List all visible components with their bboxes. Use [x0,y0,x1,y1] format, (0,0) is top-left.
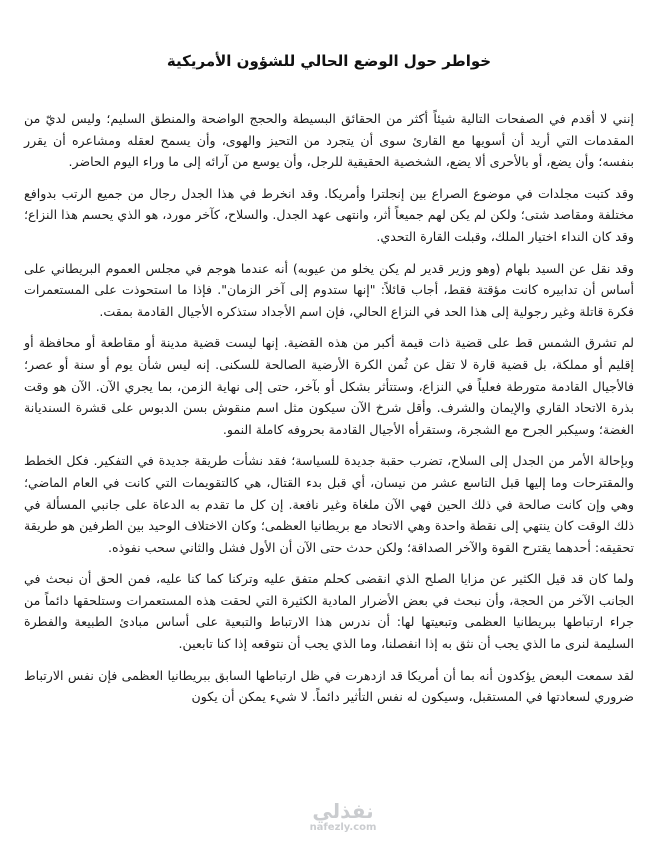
paragraph: وقد نقل عن السيد بلهام (وهو وزير قدير لم يكن يخلو من عيوبه) أنه عندما هوجم في مجلس العموم البريطاني على أساس أن تدابيره كانت مؤقتة فقط، أجاب قائلاً: "إنها ستدوم إلى آخر الزمان". فإذا ما استحوذت على المستعمرات فكرة قاتلة وغير رجولية إلى هذا الحد في النزاع الحالي، فإن اسم الأجداد ستذكره الأجيال القادمة بمقت. [24,260,634,319]
paragraph: إنني لا أقدم في الصفحات التالية شيئاً أكثر من الحقائق البسيطة والحجج الواضحة والمنطق السليم؛ وليس لديّ من المقدمات التي أريد أن أسويها مع القارئ سوى أن يتجرد من التحيز والهوى، وأن يسمح لعقله ومشاعره أن يقرر بنفسه؛ وأن يضع، أو بالأحرى ألا يضع، الشخصية الحقيقية للرجل، وأن يوسع من آرائه إلى ما وراء اليوم الحاضر. [24,111,634,170]
paragraph: لقد سمعت البعض يؤكدون أنه بما أن أمريكا قد ازدهرت في ظل ارتباطها السابق ببريطانيا العظمى فإن نفس الارتباط ضروري لسعادتها في المستقبل، وسيكون له نفس التأثير دائماً. لا شيء يمكن أن يكون [24,667,634,705]
paragraph: وبإحالة الأمر من الجدل إلى السلاح، تضرب حقبة جديدة للسياسة؛ فقد نشأت طريقة جديدة في التفكير. فكل الخطط والمقترحات وما إليها قبل التاسع عشر من نيسان، أي قبل بدء القتال، هي كالتقويمات التي كانت في العام الماضي؛ وهي وإن كانت صالحة في ذلك الحين فهي الآن ملغاة وغير نافعة. إن كل ما تقدم به الدعاة على جانبي المسألة في ذلك الوقت كان ينتهي إلى نقطة واحدة وهي الاتحاد مع بريطانيا العظمى؛ وكان الاختلاف الوحيد بين الطرفين هو طريقة تحقيقه: أحدهما يقترح القوة والآخر الصداقة؛ ولكن حدث حتى الآن أن الأول فشل والثاني سحب نفوذه. [24,453,634,555]
document-title: خواطر حول الوضع الحالي للشؤون الأمريكية [166,52,492,70]
document-body [24,108,634,708]
watermark-logo-text: نفذلي [312,799,374,823]
paragraph: ولما كان قد قيل الكثير عن مزايا الصلح الذي انقضى كحلم متفق عليه وتركنا كما كنا عليه، فمن الحق أن نبحث في الجانب الآخر من الحجة، وأن نبحث في بعض الأضرار المادية الكثيرة التي لحقت هذه المستعمرات وستلحقها دائماً من جراء ارتباطها ببريطانيا العظمى وتبعيتها لها: أن ندرس هذا الارتباط والتبعية على أساس مبادئ الطبيعة والفطرة السليمة لنرى ما الذي يجب أن نثق به إذا انفصلنا، وما الذي يجب أن نتوقعه إذا كنا تابعين. [24,571,634,652]
paragraph: لم تشرق الشمس قط على قضية ذات قيمة أكبر من هذه القضية. إنها ليست قضية مدينة أو مقاطعة أو محافظة أو إقليم أو مملكة، بل قضية قارة لا تقل عن ثُمن الكرة الأرضية الصالحة للسكنى. إنه ليس شأن يوم أو سنة أو عصر؛ فالأجيال القادمة متورطة فعلياً في النزاع، وستتأثر بشكل أو بآخر، حتى إلى نهاية الزمن، بما يجري الآن. الآن هو وقت بذرة الاتحاد القاري والإيمان والشرف. وأقل شرخ الآن سيكون مثل اسم منقوش بسن الدبوس على قشرة السنديانة الغضة؛ وسيكبر الجرح مع الشجرة، وستقرأه الأجيال القادمة بحروفه كاملة النمو. [24,335,634,437]
paragraph: وقد كتبت مجلدات في موضوع الصراع بين إنجلترا وأمريكا. وقد انخرط في هذا الجدل رجال من جميع الرتب بدوافع مختلفة ومقاصد شتى؛ ولكن لم يكن لهم جميعاً أثر، وانتهى عهد الجدل. والسلاح، كآخر مورد، هو الذي يحسم هذا النزاع؛ وقد كان النداء اختيار الملك، وقبلت القارة التحدي. [24,185,634,244]
watermark-site-text: nafezly.com [309,822,377,833]
